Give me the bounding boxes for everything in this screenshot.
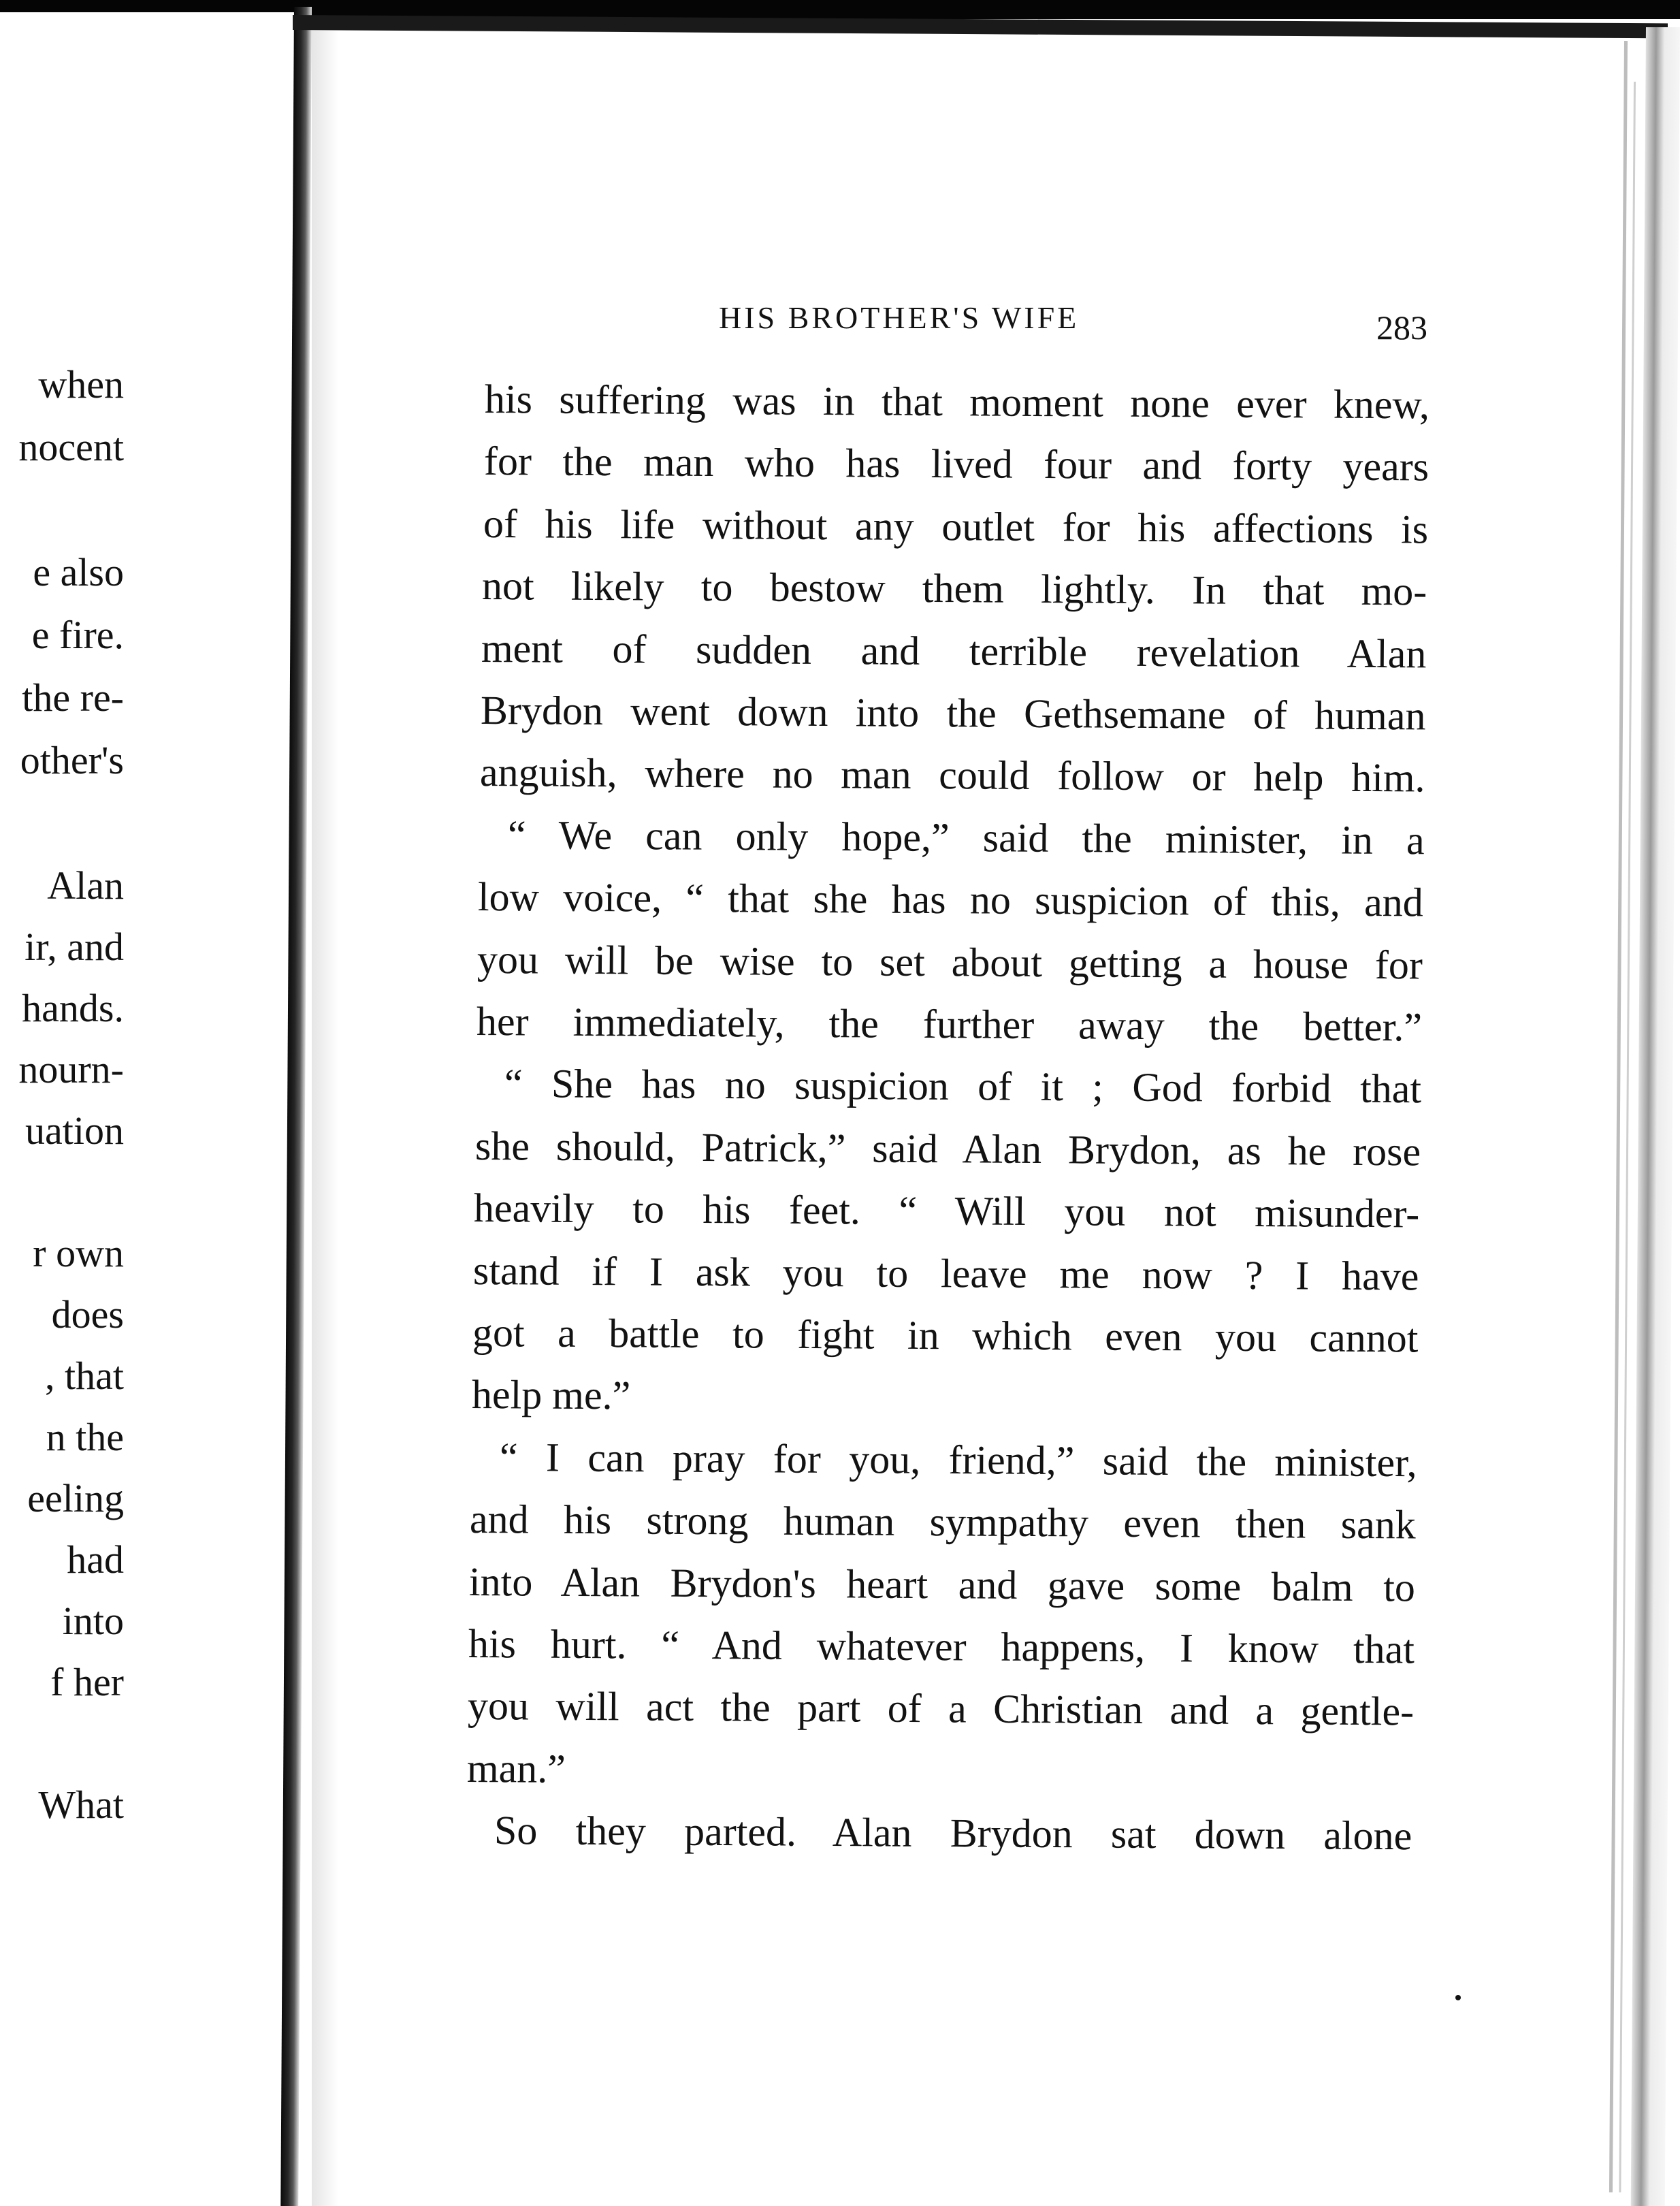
left-page-line-fragment: uation bbox=[25, 1108, 124, 1153]
left-page-line-fragment: ir, and bbox=[25, 925, 124, 969]
body-text-line: heavily to his feet. “ Will you not misunder- bbox=[474, 1185, 1420, 1236]
body-text-line: she should, Patrick,” said Alan Brydon, as he rose bbox=[474, 1123, 1421, 1174]
body-text-line: stand if I ask you to leave me now ? I have bbox=[472, 1247, 1419, 1299]
left-page-line-fragment: into bbox=[62, 1599, 124, 1643]
body-text-line: “ We can only hope,” said the minister, in a bbox=[507, 812, 1425, 863]
page-number: 283 bbox=[1376, 308, 1427, 347]
body-text-line: “ She has no suspicion of it ; God forbid that bbox=[504, 1061, 1422, 1112]
body-text-line: got a battle to fight in which even you cannot bbox=[472, 1310, 1419, 1361]
body-text-line: “ I can pray for you, friend,” said the minister, bbox=[499, 1434, 1417, 1486]
body-text-line: her immediately, the further away the better.” bbox=[476, 999, 1423, 1050]
gutter-shadow bbox=[312, 27, 339, 2206]
body-text-line: man.” bbox=[466, 1745, 566, 1791]
body-text-line: his suffering was in that moment none ever knew, bbox=[484, 377, 1430, 428]
body-text-line: for the man who has lived four and forty years bbox=[483, 438, 1429, 490]
scan-speck bbox=[1455, 1995, 1461, 2000]
body-text-line: Brydon went down into the Gethsemane of human bbox=[480, 688, 1426, 739]
body-text-line: So they parted. Alan Brydon sat down alone bbox=[494, 1808, 1412, 1859]
body-text-line: into Alan Brydon's heart and gave some balm to bbox=[468, 1558, 1416, 1610]
left-page-line-fragment: other's bbox=[20, 738, 124, 782]
body-text-line: ment of sudden and terrible revelation Alan bbox=[481, 625, 1427, 677]
left-page-line-fragment: nocent bbox=[18, 425, 124, 469]
body-text-line: you will act the part of a Christian and a gentle- bbox=[467, 1683, 1415, 1734]
left-page-line-fragment: when bbox=[38, 362, 124, 406]
body-text-line: low voice, “ that she has no suspicion of this, and bbox=[478, 874, 1424, 925]
body-text-line: help me.” bbox=[471, 1372, 631, 1418]
left-page-line-fragment: f her bbox=[50, 1660, 124, 1704]
left-page-line-fragment: hands. bbox=[22, 986, 124, 1030]
right-page bbox=[313, 27, 1647, 2206]
left-page-line-fragment: does bbox=[51, 1292, 124, 1337]
body-text-line: you will be wise to set about getting a house for bbox=[476, 936, 1423, 988]
left-page-line-fragment: n the bbox=[46, 1415, 124, 1459]
left-page-line-fragment: Alan bbox=[47, 863, 124, 908]
left-page-line-fragment: nourn- bbox=[18, 1047, 124, 1091]
running-head: HIS BROTHER'S WIFE bbox=[719, 300, 1080, 335]
left-page-line-fragment: , that bbox=[45, 1354, 124, 1398]
left-page-line-fragment: e fire. bbox=[31, 613, 124, 657]
body-text-line: of his life without any outlet for his affections is bbox=[483, 500, 1428, 552]
body-text-line: anguish, where no man could follow or help him. bbox=[479, 750, 1425, 801]
left-page-line-fragment: r own bbox=[33, 1231, 124, 1275]
body-text-line: his hurt. “ And whatever happens, I know that bbox=[468, 1621, 1415, 1672]
body-text-line: not likely to bestow them lightly. In that mo- bbox=[482, 563, 1427, 614]
left-page-line-fragment: What bbox=[38, 1783, 124, 1827]
body-text-line: and his strong human sympathy even then sank bbox=[470, 1497, 1417, 1548]
left-page-line-fragment: e also bbox=[33, 550, 124, 594]
left-page-line-fragment: eeling bbox=[27, 1476, 124, 1520]
left-page-line-fragment: the re- bbox=[22, 675, 124, 720]
left-page-line-fragment: had bbox=[67, 1537, 124, 1582]
